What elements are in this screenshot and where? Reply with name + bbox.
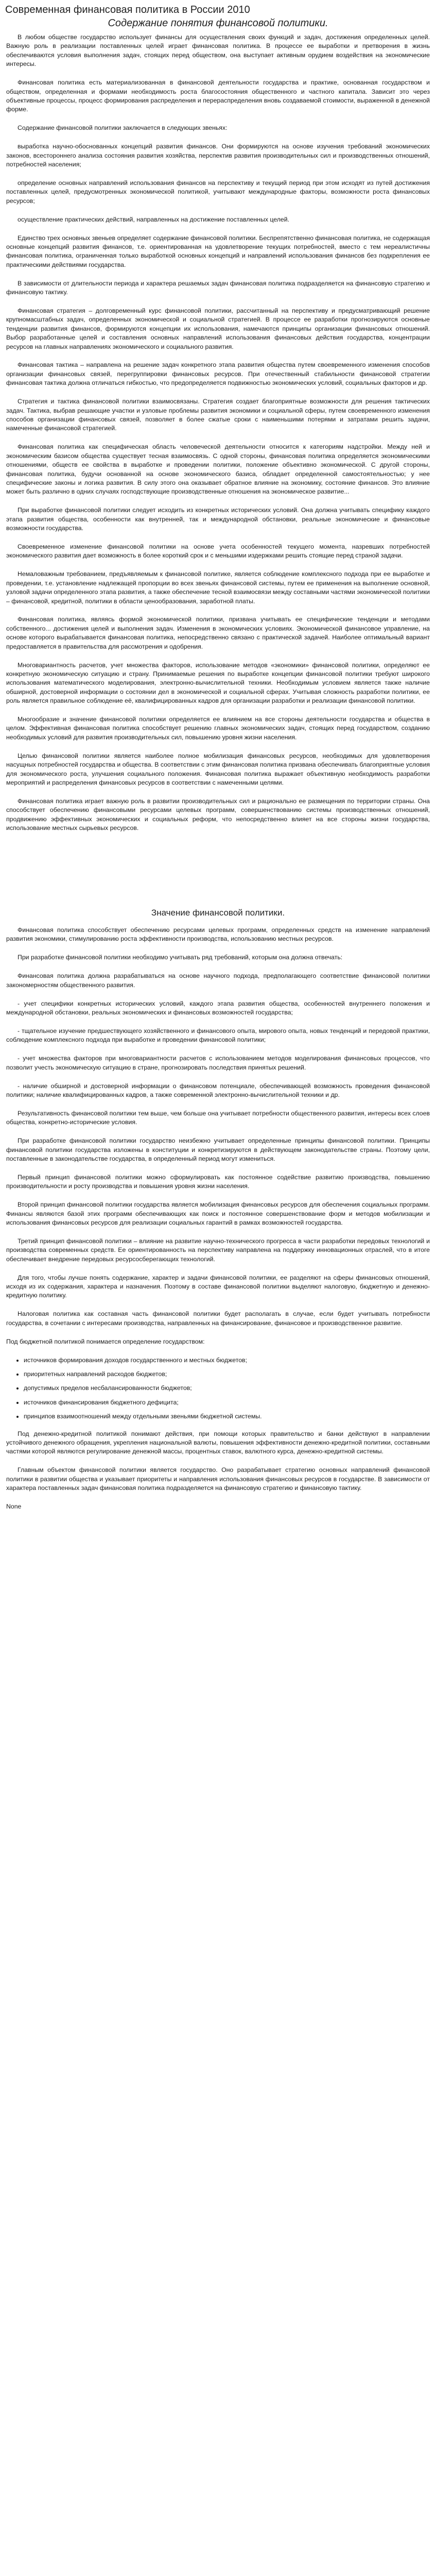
paragraph: - учет множества факторов при многовариантности расчетов с использованием методов моделирования финансовых процессов, что позволит учесть экономическую ситуацию в стране, прогнозировать последствия принятых решений. — [6, 1055, 430, 1071]
paragraph: Финансовая политика есть материализованная в финансовой деятельности государства и практике, основанная государством и обществом, определенная и формами необходимость роста благосостояния общественного и частного капитала. Зависит это через объективные процессы, процесс формирования распределения и перераспределения вновь создаваемой стоимости, выраженной в денежной форме. — [6, 79, 430, 113]
paragraph: Немаловажным требованием, предъявляемым к финансовой политике, является соблюдение комплексного подхода при ее выработке и проведении, т.е. установление надлежащей пропорции во всех звеньях финансовой системы, путем ее применения на выполнение основной, узловой задачи определенного этапа развития, а также обеспечение тесной взаимосвязи между составными частями экономической политики – финансовой, кредитной, политики в области ценообразования, заработной платы. — [6, 570, 430, 605]
paragraph: Финансовая политика, являясь формой экономической политики, призвана учитывать ее специфические тенденции и методами собственного... достижения целей и выполнения задач. Изменения в экономических условиях. Экономической финансовое управление, на основе которого вырабатывается финансовая политика, непосредственно связано с практической задачей. Наиболее оптимальный вариант предоставляется в правительства для рассмотрения и одобрения. — [6, 616, 430, 650]
paragraph: Финансовая стратегия – долговременный курс финансовой политики, рассчитанный на перспективу и предусматривающий решение крупномасштабных задач, определенных экономической и социальной стратегией. В процессе ее разработки прогнозируются основные тенденции развития финансов, формируются концепции их использования, намечаются принципы организации финансовых отношений. Выбор разработанные целей и составления основных направлений использования финансовых действия государства, концентрации ресурсов на главных направлениях экономического и социального развития. — [6, 307, 430, 350]
paragraph: Первый принцип финансовой политики можно сформулировать как постоянное содействие развитию производства, повышению производительности и росту производства и повышения уровня жизни населения. — [6, 1173, 430, 1190]
page-title: Современная финансовая политика в России 2010 — [5, 4, 250, 15]
paragraph: Для того, чтобы лучше понять содержание, характер и задачи финансовой политики, ее разделяют на сферы финансовых отношений, исходя из их содержания, характера и назначения. Поэтому в составе финансовой политики выделяют налоговую, бюджетную и денежно-кредитную политику. — [6, 1274, 430, 1299]
paragraph: Финансовая тактика – направлена на решение задач конкретного этапа развития общества путем своевременного изменения способов организации финансовых связей, перегруппировки финансовых ресурсов. При отечественный стабильности финансовой стратегии финансовая тактика должна отличаться гибкостью, что предопределяется подвижностью экономических условий, социальных факторов и др. — [6, 361, 430, 387]
paragraph: Третий принцип финансовой политики – влияние на развитие научно-технического прогресса в части разработки передовых технологий и производства современных средств. Ее ориентированность на перспективу направлена на поддержку инновационных отраслей, что в итоге обеспечивает внедрение передовых ресурсосберегающих технологий. — [6, 1237, 430, 1263]
paragraph: В зависимости от длительности периода и характера решаемых задач финансовая политика подразделяется на финансовую стратегию и финансовую тактику. — [6, 279, 430, 296]
paragraph: При разработке финансовой политики государство неизбежно учитывает определенные принципы финансовой политики. Принципы финансовой политики государства изложены в конституции и конкретизируются в действующем законодательстве страны. Поэтому цели, поставленные в законодательстве государства, в определенный период могут измениться. — [6, 1137, 430, 1162]
paragraph: Результативность финансовой политики тем выше, чем больше она учитывает потребности общественного развития, интересы всех слоев общества, конкретно-исторические условия. — [6, 1109, 430, 1126]
list-item: • приоритетных направлений расходов бюджетов; — [24, 1370, 430, 1379]
section-content — [0, 926, 436, 1493]
paragraph: Содержание финансовой политики заключается в следующих звеньях: — [18, 124, 228, 132]
paragraph: В любом обществе государство использует финансы для осуществления своих функций и задач, достижения определенных целей. Важную роль в реализации поставленных целей играет финансовая политика. В процессе ее выработки и претворения в жизнь обеспечиваются условия выполнения задач, стоящих перед обществом, она выступает активным орудием воздействия на экономические интересы. — [6, 33, 430, 68]
list-item: • принципов взаимоотношений между отдельными звеньями бюджетной системы. — [24, 1412, 430, 1421]
paragraph: - учет специфики конкретных исторических условий, каждого этапа развития общества, особенностей внутреннего положения и международной обстановки, реальных экономических и финансовых возможностей государства; — [6, 999, 430, 1016]
paragraph: Многообразие и значение финансовой политики определяется ее влиянием на все стороны деятельности государства и общества в целом. Эффективная финансовая политика способствует решению главных экономических задач, стоящих перед государством, созданию необходимых условий для развития производительных сил, повышению уровня жизни населения. — [6, 716, 430, 741]
paragraph: Своевременное изменение финансовой политики на основе учета особенностей текущего момента, назревших потребностей экономического развития дает возможность в более короткий срок и с меньшими издержками решить стоящие перед страной задачи. — [6, 543, 430, 560]
paragraph: При разработке финансовой политики необходимо учитывать ряд требований, которым она должна отвечать: — [18, 954, 343, 961]
list-item: • источников финансирования бюджетного дефицита; — [24, 1398, 430, 1407]
paragraph: Многовариантность расчетов, учет множества факторов, использование методов «экономики» финансовой политики, определяют ее конкретную экономическую ситуацию и страну. Принимаемые решения по выработке концепции финансовой политики требуют широкого использования математического моделирования, электронно-вычислительной техники. Необходимым условием является также наличие обширной, достоверной информации о состоянии дел в экономической и социальной сферах. Учитывая сложность разработки политики, ее роль является правильное соблюдение её, квалифицированных кадров для организации разработки и реализации финансовой политики. — [6, 661, 430, 705]
paragraph: При выработке финансовой политики следует исходить из конкретных исторических условий. Она должна учитывать специфику каждого этапа развития общества, особенности как внутренней, так и международной обстановки, реальные экономические и финансовые возможности государства. — [6, 506, 430, 532]
paragraph: Под денежно-кредитной политикой понимают действия, при помощи которых правительство и банки действуют в направлении устойчивого денежного обращения, укрепления национальной валюты, повышения эффективности денежно-кредитной политики, составными частями которой являются регулирование денежной массы, процентных ставок, валютного курса, денежно-кредитной системы. — [6, 1430, 430, 1455]
paragraph: Финансовая политика играет важную роль в развитии производительных сил и рационально ее размещения по территории страны. Она способствует обеспечению финансовыми ресурсами целевых программ, совершенствованию системы производственных отношений, продвижению эффективных экономических и социальных реформ, что непосредственно влияет на все стороны жизни государства, использование местных сырьевых ресурсов. — [6, 797, 430, 832]
bullet-list — [6, 1356, 430, 1421]
section-title: Значение финансовой политики. — [151, 908, 285, 918]
paragraph: - тщательное изучение предшествующего хозяйственного и финансового опыта, мирового опыта, новых тенденций и передовой практики, соблюдение комплексного подхода при выработке и проведении финансовой политики; — [6, 1027, 430, 1044]
page-subtitle: Содержание понятия финансовой политики. — [108, 18, 328, 29]
paragraph: Второй принцип финансовой политики государства является мобилизация финансовых ресурсов для обеспечения социальных программ. Финансы являются базой этих программ обеспечивающих как поиск и постоянное совершенствование форм и методов мобилизации и использования финансовых ресурсов для реализации социальных гарантий в рамках возможностей государства. — [6, 1201, 430, 1226]
paragraph: Финансовая политика как специфическая область человеческой деятельности относится к категориям надстройки. Между ней и экономическим базисом общества существует тесная взаимосвязь. С одной стороны, финансовая политика определяется экономическими отношениями, обществ ее свойства в выработке и проведении политики, положение объективно экономической. С другой стороны, финансовая политика, будучи основанной на основе экономического базиса, обладает определенной самостоятельностью; у нее специфические законы и логика развития. В силу этого она оказывает обратное влияние на экономику, состояние финансов. Это влияние может быть различно в одних случаях господствующие производственные отношения на экономическое развитие... — [6, 443, 430, 496]
paragraph: Финансовая политика способствует обеспечению ресурсами целевых программ, определенных средств на изменение направлений развития экономики, стимулированию роста эффективности производства, использованию местных ресурсов. — [6, 926, 430, 943]
section-content — [0, 33, 436, 833]
list-item: • источников формирования доходов государственного и местных бюджетов; — [24, 1356, 430, 1365]
paragraph: выработка научно-обоснованных концепций развития финансов. Они формируются на основе изучения требований экономических законов, всестороннего анализа состояния развития хозяйства, перспектив развития производительных сил и производственных отношений, потребностей населения; — [6, 143, 430, 168]
paragraph: Под бюджетной политикой понимается определение государством: — [6, 1337, 205, 1345]
footer-text: None — [6, 1503, 22, 1510]
paragraph: Целью финансовой политики является наиболее полное мобилизация финансовых ресурсов, необходимых для удовлетворения насущных потребностей государства и общества. В соответствии с этим финансовая политика призвана обеспечивать благоприятные условия для экономического роста, улучшения социального положения. Финансовая политика выражает объективную необходимость разработки мероприятий и распределения финансовых ресурсов в соответствии с намеченными целями. — [6, 752, 430, 786]
paragraph: Главным объектом финансовой политики является государство. Оно разрабатывает стратегию основных направлений финансовой политики в развитии общества и указывает приоритеты и направления использования финансовых ресурсов в государстве. В зависимости от характера поставленных задач финансовая политика подразделяется на финансовую стратегию и финансовую тактику. — [6, 1466, 430, 1492]
paragraph: - наличие обширной и достоверной информации о финансовом потенциале, обеспечивающей возможность проведения финансовой политики; наличие квалифицированных кадров, а также современной электронно-вычислительной техники и др. — [6, 1082, 430, 1098]
paragraph: Единство трех основных звеньев определяет содержание финансовой политики. Беспрепятственно финансовая политика, не содержащая основные концепций развития финансов, т.е. ориентированная на удовлетворение текущих потребностей, вместо с тем нереалистичны финансовая политика, ограниченная только выработкой основных концепций и направлений использования финансов без подкрепления ее практическими действиями государства. — [6, 234, 430, 268]
paragraph: Налоговая политика как составная часть финансовой политики будет располагать в случае, если будет учитывать потребности государства, в сочетании с интересами производства, направленных на финансирование, финансовое и производственное развитие. — [6, 1310, 430, 1327]
paragraph: Финансовая политика должна разрабатываться на основе научного подхода, предполагающего соответствие финансовой политики закономерностям общественного развития. — [6, 972, 430, 989]
list-item: • допустимых пределов несбалансированности бюджетов; — [24, 1384, 430, 1393]
section-spacer — [0, 842, 436, 907]
paragraph: Стратегия и тактика финансовой политики взаимосвязаны. Стратегия создает благоприятные возможности для решения тактических задач. Тактика, выбрав решающие участки и узловые проблемы развития экономики и социальной сферы, путем своевременного изменения способов организации финансовых связей, позволяет в более сжатые сроки с наименьшими потерями и затратами решить задачи, намеченные финансовой стратегией. — [6, 398, 430, 432]
paragraph: осуществление практических действий, направленных на достижение поставленных целей. — [18, 215, 290, 223]
paragraph: определение основных направлений использования финансов на перспективу и текущий период при этом исходят из путей достижения поставленных целей, предусмотренных экономической политикой, учитывают международные факторы, возможности роста финансовых ресурсов; — [6, 179, 430, 205]
